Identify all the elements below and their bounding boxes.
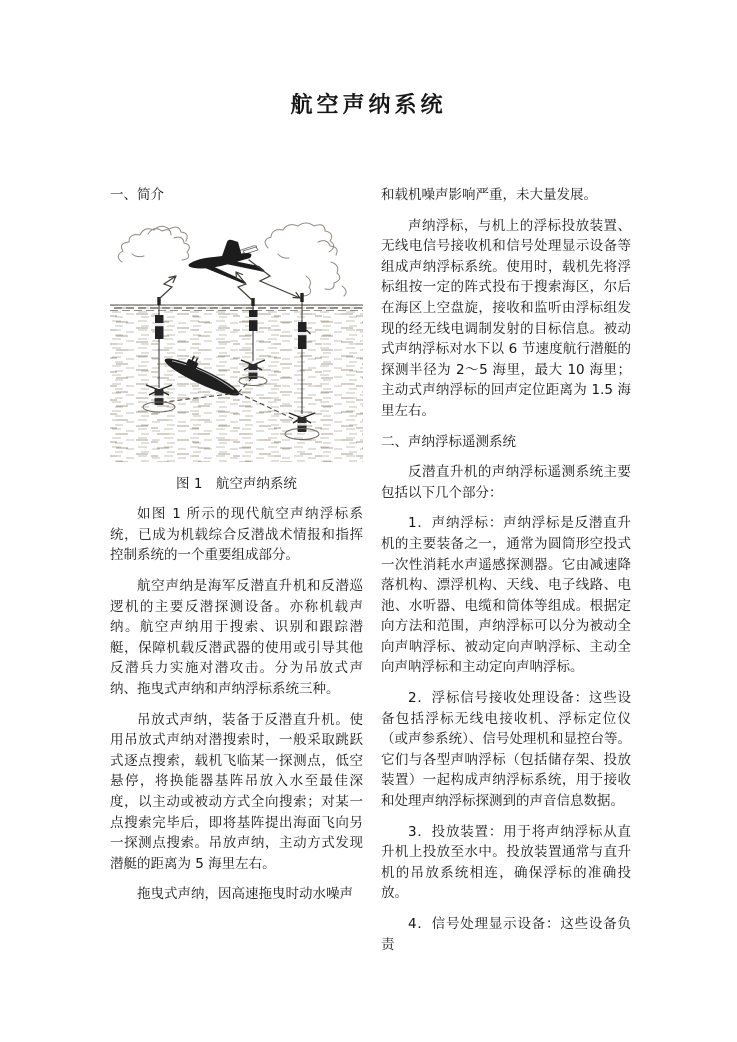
document-title: 航空声纳系统	[290, 93, 447, 118]
sonar-figure-canvas	[110, 220, 363, 468]
aircraft-icon	[189, 239, 265, 283]
paragraph: 航空声纳是海军反潜直升机和反潜巡逻机的主要反潜探测设备。亦称机载声纳。航空声纳用于搜索、识别和跟踪潜艇，保障机载反潜武器的使用或引导其他反潜兵力实施对潜攻击。分为吊放式声纳、拖曳式声纳和声纳浮标系统三种。	[110, 577, 363, 697]
paragraph: 反潜直升机的声纳浮标遥测系统主要包括以下几个部分：	[381, 464, 631, 501]
paragraph: 吊放式声纳，装备于反潜直升机。使用吊放式声纳对潜搜索时，一般采取跳跃式逐点搜索，载机飞临某一探测点，低空悬停，将换能器基阵吊放入水至最佳深度，以主动或被动方式全向搜索；对某一点搜索完毕后，即将基阵提出海面飞向另一探测点搜索。吊放声纳，主动方式发现潜艇的距离为 5 海里左右。	[110, 711, 363, 872]
paragraph-partial: 拖曳式声纳，因高速拖曳时动水噪声	[137, 886, 353, 903]
signal-arrow-icon	[159, 260, 300, 300]
list-item: 2．浮标信号接收处理设备：这些设备包括浮标无线电接收机、浮标定位仪（或声参系统）、信号处理机和显控台等。它们与各型声呐浮标（包括储存架、投放装置）一起构成声纳浮标系统，用于接收和处理声纳浮标探测到的声音信息数据。	[381, 690, 631, 810]
paragraph-continuation: 和载机噪声影响严重，未大量发展。	[381, 187, 597, 203]
list-item: 3．投放装置：用于将声纳浮标从直升机上投放至水中。投放装置通常与直升机的吊放系统相连，确保浮标的准确投放。	[381, 823, 631, 902]
section-2-heading: 二、声纳浮标遥测系统	[381, 433, 516, 450]
cloud-icon	[265, 223, 346, 296]
cloud-icon	[118, 226, 189, 262]
left-column	[110, 185, 363, 915]
figure-caption: 图 1 航空声纳系统	[176, 475, 297, 492]
paragraph: 声纳浮标，与机上的浮标投放装置、无线电信号接收机和信号处理显示设备等组成声纳浮标系统。使用时，载机先将浮标组按一定的阵式投布于搜索海区，尔后在海区上空盘旋，接收和监听由浮标组发现的经无线电调制发射的目标信息。被动式声纳浮标对水下以 6 节速度航行潜艇的探测半径为 2～5 海里，最大 10 海里；主动式声纳浮标的回声定位距离为 1.5 海里左右。	[381, 217, 631, 419]
right-column	[381, 185, 631, 965]
sea-surface	[110, 305, 363, 462]
list-item: 1．声纳浮标：声纳浮标是反潜直升机的主要装备之一，通常为圆筒形空投式一次性消耗水声遥感探测器。它由减速降落机构、漂浮机构、天线、电子线路、电池、水听器、电缆和筒体等组成。根据定向方法和范围，声纳浮标可以分为被动全向声呐浮标、被动定向声呐浮标、主动全向声呐浮标和主动定向声呐浮标。	[381, 515, 631, 676]
section-1-heading: 一、简介	[110, 187, 164, 203]
sonar-system-figure	[110, 220, 363, 468]
paragraph: 如图 1 所示的现代航空声纳浮标系统，已成为机载综合反潜战术情报和指挥控制系统的一个重要组成部分。	[110, 506, 363, 564]
list-item-partial: 4．信号处理显示设备：这些设备负责	[381, 916, 631, 953]
